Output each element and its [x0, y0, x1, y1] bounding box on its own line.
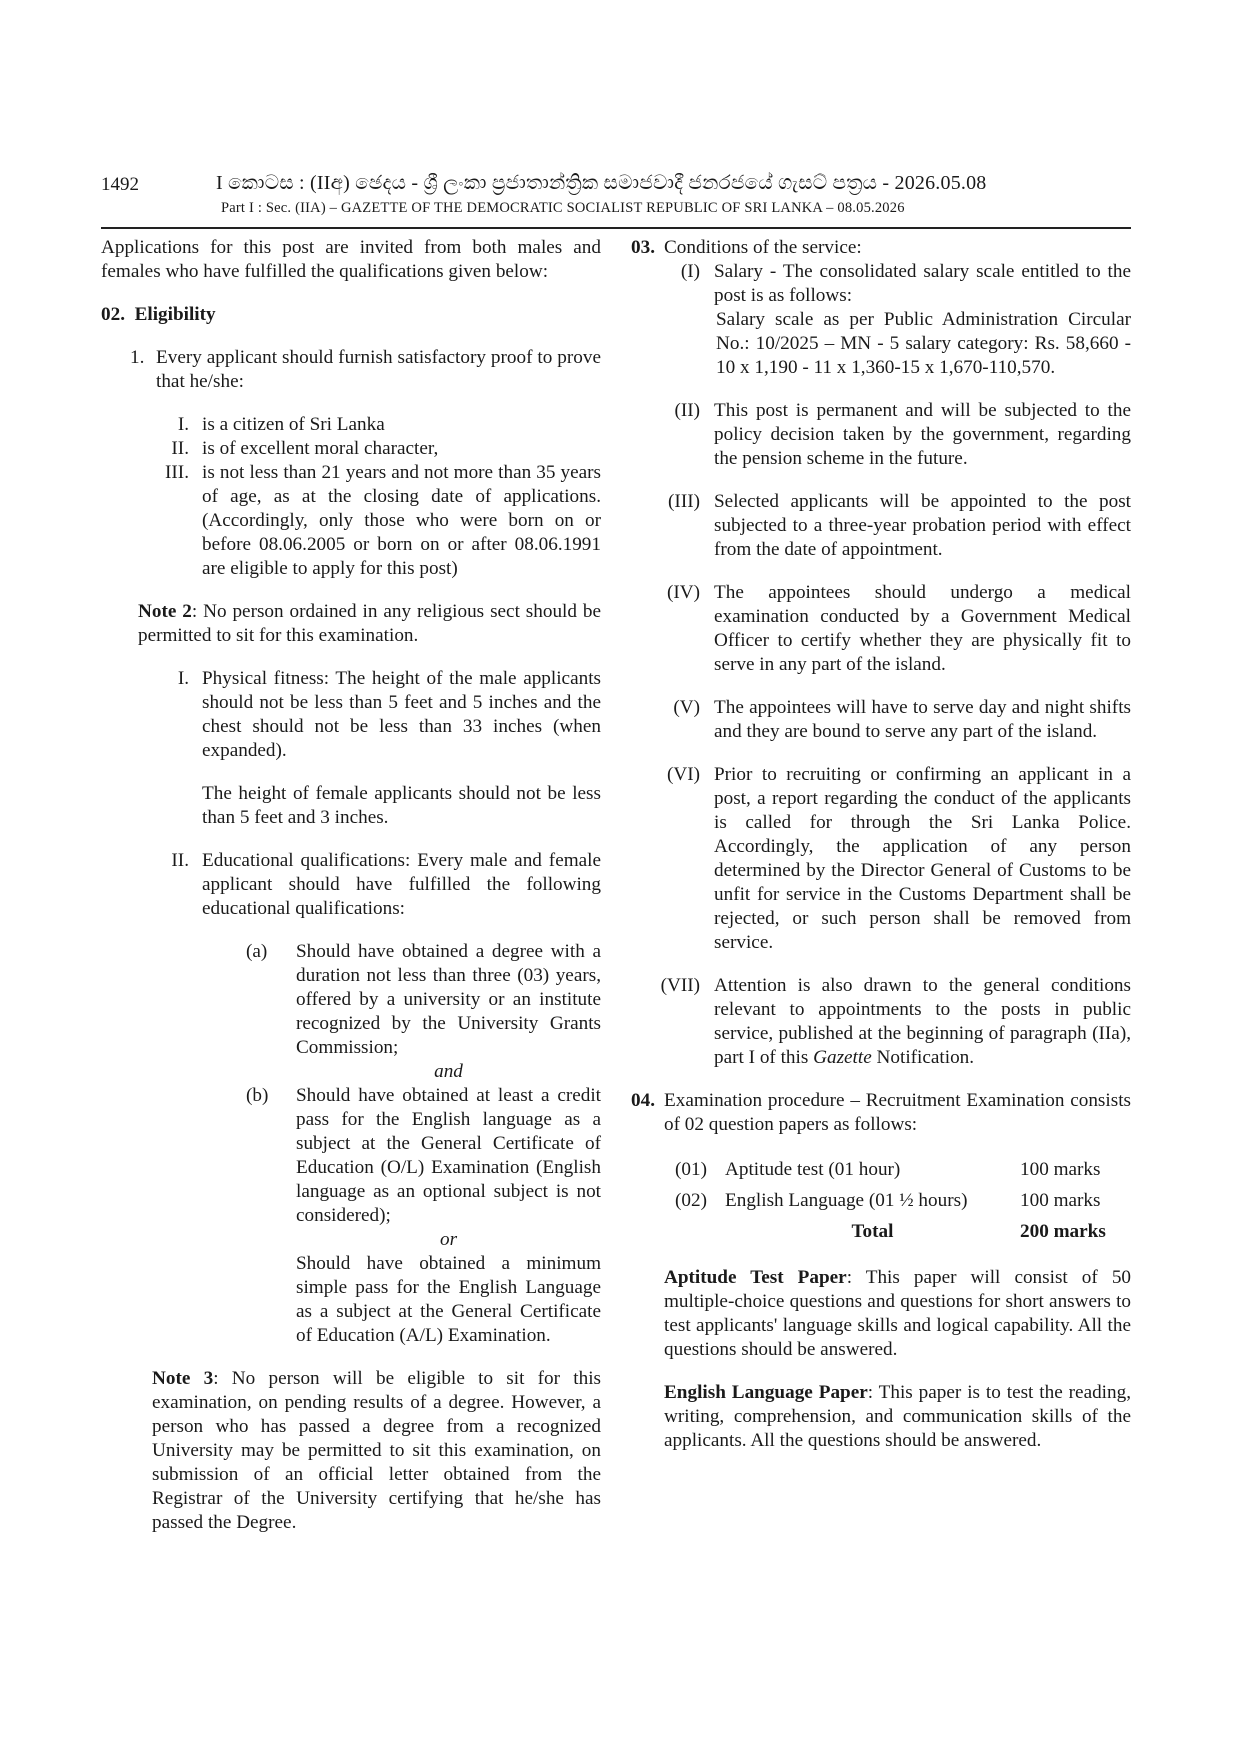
- list-text: Physical fitness: The height of the male applicants should not be less than 5 feet and 5 inches and the chest should not be less than 33 inches (when expanded).: [202, 668, 601, 761]
- list-text: is of excellent moral character,: [202, 438, 439, 459]
- eligibility-heading: 02. Eligibility: [101, 304, 216, 325]
- condition-item: [631, 974, 1131, 1070]
- list-item: [146, 413, 601, 437]
- section-number: 03.: [631, 237, 655, 258]
- condition-text: Prior to recruiting or confirming an applicant in a post, a report regarding the conduct of the applicants is called for through the Sri Lanka Police. Accordingly, the application of any person determined by the Director General of Customs to be unfit for service in the Customs Department shall be rejected, or such person shall be removed from service.: [714, 764, 1131, 953]
- total-marks: 200 marks: [1020, 1220, 1106, 1242]
- section-text: Examination procedure – Recruitment Examination consists of 02 question papers as follows:: [664, 1090, 1131, 1135]
- list-letter: (b): [246, 1085, 269, 1106]
- table-cell: 100 marks: [1020, 1189, 1101, 1211]
- list-text: is not less than 21 years and not more than 35 years of age, as at the closing date of applications. (Accordingly, only those who were born on or before 08.06.2005 or born on or after 08.06.1991 are eligible to apply for this post): [202, 462, 601, 579]
- condition-text: Selected applicants will be appointed to the post subjected to a three-year probation period with effect from the date of appointment.: [714, 491, 1131, 560]
- gazette-italic: Gazette: [813, 1047, 872, 1068]
- table-cell: Aptitude test (01 hour): [725, 1158, 901, 1180]
- list-number: I.: [177, 668, 189, 689]
- condition-text: The appointees will have to serve day and night shifts and they are bound to serve any part of the island.: [714, 697, 1131, 742]
- section-04: [631, 1089, 1131, 1137]
- section-number: 04.: [631, 1090, 655, 1111]
- condition-number: (II): [674, 400, 700, 421]
- note-2-text: : No person ordained in any religious sect should be permitted to sit for this examination.: [138, 601, 601, 646]
- list-number: I.: [177, 414, 189, 435]
- list-text: is a citizen of Sri Lanka: [202, 414, 385, 435]
- and-connector: and: [434, 1061, 463, 1082]
- note-2: [101, 600, 601, 648]
- qualification-b: [101, 1084, 601, 1228]
- header-sinhala-title: I කොටස : (IIඅ) ඡෙදය - ශ්‍රී ලංකා ප්‍රජාතාන්ත්‍රික සමාජවාදී ජනරජයේ ගැසට් පත්‍රය - 2026.05.08: [216, 172, 987, 194]
- intro-paragraph: Applications for this post are invited from both males and females who have fulfilled the qualifications given below:: [101, 237, 601, 282]
- header-rule: [101, 227, 1131, 229]
- list-item: [146, 437, 601, 461]
- table-total-row: [675, 1216, 1106, 1247]
- condition-text-part: Notification.: [871, 1047, 975, 1068]
- or-connector: or: [439, 1229, 458, 1250]
- table-cell: 100 marks: [1020, 1158, 1101, 1180]
- condition-text: [714, 260, 1131, 380]
- table-cell: (01): [675, 1158, 707, 1180]
- condition-text: This post is permanent and will be subjected to the policy decision taken by the government, regarding the pension scheme in the future.: [714, 400, 1131, 469]
- condition-number: (IV): [666, 582, 700, 603]
- item-number: 1.: [130, 347, 145, 368]
- physical-fitness-item: [101, 667, 601, 763]
- condition-item: [631, 260, 1131, 380]
- female-height-text: The height of female applicants should not be less than 5 feet and 3 inches.: [202, 783, 601, 828]
- condition-item: [631, 696, 1131, 744]
- note-3-label: Note 3: [152, 1368, 214, 1389]
- header-english-title: Part I : Sec. (IIA) – GAZETTE OF THE DEMOCRATIC SOCIALIST REPUBLIC OF SRI LANKA – 08.05.2026: [221, 200, 905, 216]
- english-text: : This paper is to test the reading, writing, comprehension, and communication skills of the applicants. All the questions should be answered.: [664, 1382, 1131, 1451]
- eligibility-item-1: [101, 346, 601, 394]
- citizen-requirements-list: [101, 413, 601, 581]
- note-3: [101, 1367, 601, 1535]
- item-text: Every applicant should furnish satisfactory proof to prove that he/she:: [156, 347, 601, 392]
- condition-item: [631, 581, 1131, 677]
- note-2-label: Note 2: [138, 601, 192, 622]
- condition-text: [714, 974, 1131, 1070]
- salary-intro: Salary - The consolidated salary scale entitled to the post is as follows:: [714, 261, 1131, 306]
- page-number: 1492: [101, 174, 139, 195]
- page-header: [0, 168, 1241, 230]
- list-number: II.: [171, 850, 189, 871]
- section-03-heading: [631, 236, 1131, 260]
- list-text: Should have obtained at least a credit pass for the English language as a subject at the General Certificate of Education (O/L) Examination (English language as an optional subject is not considered);: [296, 1085, 601, 1226]
- table-cell: English Language (01 ½ hours): [725, 1189, 968, 1211]
- condition-number: (VI): [666, 764, 700, 785]
- english-paragraph: [631, 1381, 1131, 1453]
- list-letter: (a): [246, 941, 268, 962]
- aptitude-text: : This paper will consist of 50 multiple-choice questions and questions for short answers to test applicants' language skills and logical capability. All the questions should be answered.: [664, 1267, 1132, 1360]
- condition-item: [631, 763, 1131, 955]
- condition-number: (I): [680, 261, 700, 282]
- list-number: III.: [165, 462, 189, 483]
- aptitude-paragraph: [631, 1266, 1131, 1362]
- list-text: Educational qualifications: Every male and female applicant should have fulfilled the following educational qualifications:: [202, 850, 601, 919]
- right-column: [631, 236, 1131, 1453]
- condition-number: (III): [668, 491, 700, 512]
- list-number: II.: [171, 438, 189, 459]
- condition-text: The appointees should undergo a medical examination conducted by a Government Medical Officer to certify whether they are physically fit to serve in any part of the island.: [714, 582, 1131, 675]
- educational-qualifications-item: [101, 849, 601, 921]
- left-column: [101, 236, 601, 1535]
- condition-text-part: Attention is also drawn to the general conditions relevant to appointments to the posts in public service, published at the beginning of paragraph (IIa), part I of this: [714, 975, 1131, 1068]
- english-label: English Language Paper: [664, 1382, 868, 1403]
- condition-item: [631, 490, 1131, 562]
- table-cell: (02): [675, 1189, 707, 1211]
- salary-scale: Salary scale as per Public Administration Circular No.: 10/2025 – MN - 5 salary category: Rs. 58,660 - 10 x 1,190 - 11 x 1,360-15 x 1,670-110,570.: [716, 309, 1131, 378]
- table-row: [675, 1154, 1106, 1185]
- table-row: [675, 1185, 1106, 1216]
- aptitude-label: Aptitude Test Paper: [664, 1267, 847, 1288]
- total-label: Total: [851, 1220, 894, 1242]
- qualification-b-alt: Should have obtained a minimum simple pass for the English Language as a subject at the General Certificate of Education (A/L) Examination.: [296, 1253, 601, 1346]
- list-text: Should have obtained a degree with a duration not less than three (03) years, offered by a university or an institute recognized by the University Grants Commission;: [296, 941, 601, 1058]
- section-title: Conditions of the service:: [664, 237, 862, 258]
- qualification-a: [101, 940, 601, 1060]
- condition-number: (V): [673, 697, 700, 718]
- note-3-text: : No person will be eligible to sit for this examination, on pending results of a degree. However, a person who has passed a degree from a recognized University may be permitted to sit this examination, on submission of an official letter obtained from the Registrar of the University certifying that he/she has passed the Degree.: [152, 1368, 601, 1533]
- condition-number: (VII): [660, 975, 700, 996]
- condition-item: [631, 399, 1131, 471]
- exam-papers-table: [675, 1154, 1106, 1247]
- list-item: [146, 461, 601, 581]
